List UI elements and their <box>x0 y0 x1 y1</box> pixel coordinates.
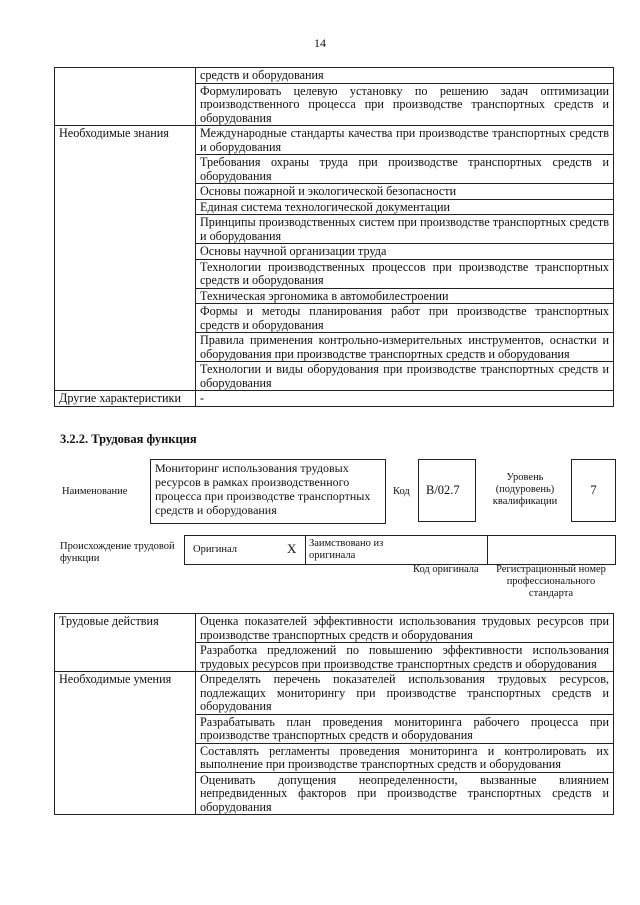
table-cell: Разрабатывать план проведения мониторинга рабочего процесса при производстве транспортных средств и оборудования <box>196 714 614 743</box>
table-cell: Правила применения контрольно-измерительных инструментов, оснастки и оборудования при производстве транспортных средств и оборудования <box>196 333 614 362</box>
page-number: 14 <box>314 36 326 50</box>
code-box <box>418 459 476 522</box>
row-label-skills: Необходимые умения <box>55 672 196 815</box>
level-label: Уровень (подуровень) квалификации <box>492 472 558 507</box>
table-cell: Разработка предложений по повышению эффективности использования трудовых ресурсов при производстве транспортных средств и оборудования <box>196 643 614 672</box>
table-row <box>55 126 614 155</box>
reg-number-label: Регистрационный номер профессионального стандарта <box>496 564 606 599</box>
table-cell: Принципы производственных систем при производстве транспортных средств и оборудования <box>196 215 614 244</box>
table-cell: Составлять регламенты проведения мониторинга и контролировать их выполнение при производстве транспортных средств и оборудования <box>196 743 614 772</box>
row-label-actions: Трудовые действия <box>55 614 196 672</box>
function-name-box <box>150 459 386 524</box>
row-label-knowledge: Необходимые знания <box>55 126 196 391</box>
level-box <box>571 459 616 522</box>
table-cell: - <box>196 391 614 407</box>
table-cell: Определять перечень показателей использования трудовых ресурсов, подлежащих мониторингу при производстве транспортных средств и оборудования <box>196 672 614 715</box>
table-row <box>55 68 614 84</box>
name-label: Наименование <box>62 486 128 497</box>
function-name-value: Мониторинг использования трудовых ресурсов в рамках производственного процесса при производстве транспортных средств и оборудования <box>155 461 371 517</box>
origin-label: Происхождение трудовой функции <box>60 541 175 564</box>
table-cell: средств и оборудования <box>196 68 614 84</box>
table-cell: Технологии производственных процессов при производстве транспортных средств и оборудования <box>196 259 614 288</box>
section-title: 3.2.2. Трудовая функция <box>60 432 197 446</box>
table-cell: Требования охраны труда при производстве транспортных средств и оборудования <box>196 155 614 184</box>
table-cell: Техническая эргономика в автомобилестроении <box>196 288 614 304</box>
table-cell: Основы пожарной и экологической безопасности <box>196 184 614 200</box>
table-cell: Формы и методы планирования работ при производстве транспортных средств и оборудования <box>196 304 614 333</box>
row-label <box>55 68 196 126</box>
table-cell: Оценивать допущения неопределенности, вызванные влиянием непредвиденных факторов при производстве транспортных средств и оборудования <box>196 772 614 815</box>
borrowed-label: Заимствовано из оригинала <box>309 538 384 561</box>
table-row <box>55 391 614 407</box>
table-cell: Технологии и виды оборудования при производстве транспортных средств и оборудования <box>196 362 614 391</box>
original-label: Оригинал <box>193 544 237 555</box>
code-label: Код <box>393 486 410 497</box>
level-value: 7 <box>590 483 597 497</box>
table-cell: Международные стандарты качества при производстве транспортных средств и оборудования <box>196 126 614 155</box>
table-cell: Оценка показателей эффективности использования трудовых ресурсов при производстве транспортных средств и оборудования <box>196 614 614 643</box>
knowledge-table <box>54 67 614 407</box>
table-row <box>55 614 614 643</box>
origin-row <box>184 535 616 565</box>
row-label-other: Другие характеристики <box>55 391 196 407</box>
actions-table <box>54 613 614 815</box>
code-value: B/02.7 <box>426 483 460 497</box>
table-cell: Единая система технологической документации <box>196 199 614 215</box>
table-cell: Основы научной организации труда <box>196 244 614 260</box>
table-cell: Формулировать целевую установку по решению задач оптимизации производственного процесса при производстве транспортных средств и оборудования <box>196 83 614 126</box>
table-row <box>55 672 614 715</box>
original-mark: X <box>287 541 297 556</box>
orig-code-label: Код оригинала <box>413 564 479 575</box>
